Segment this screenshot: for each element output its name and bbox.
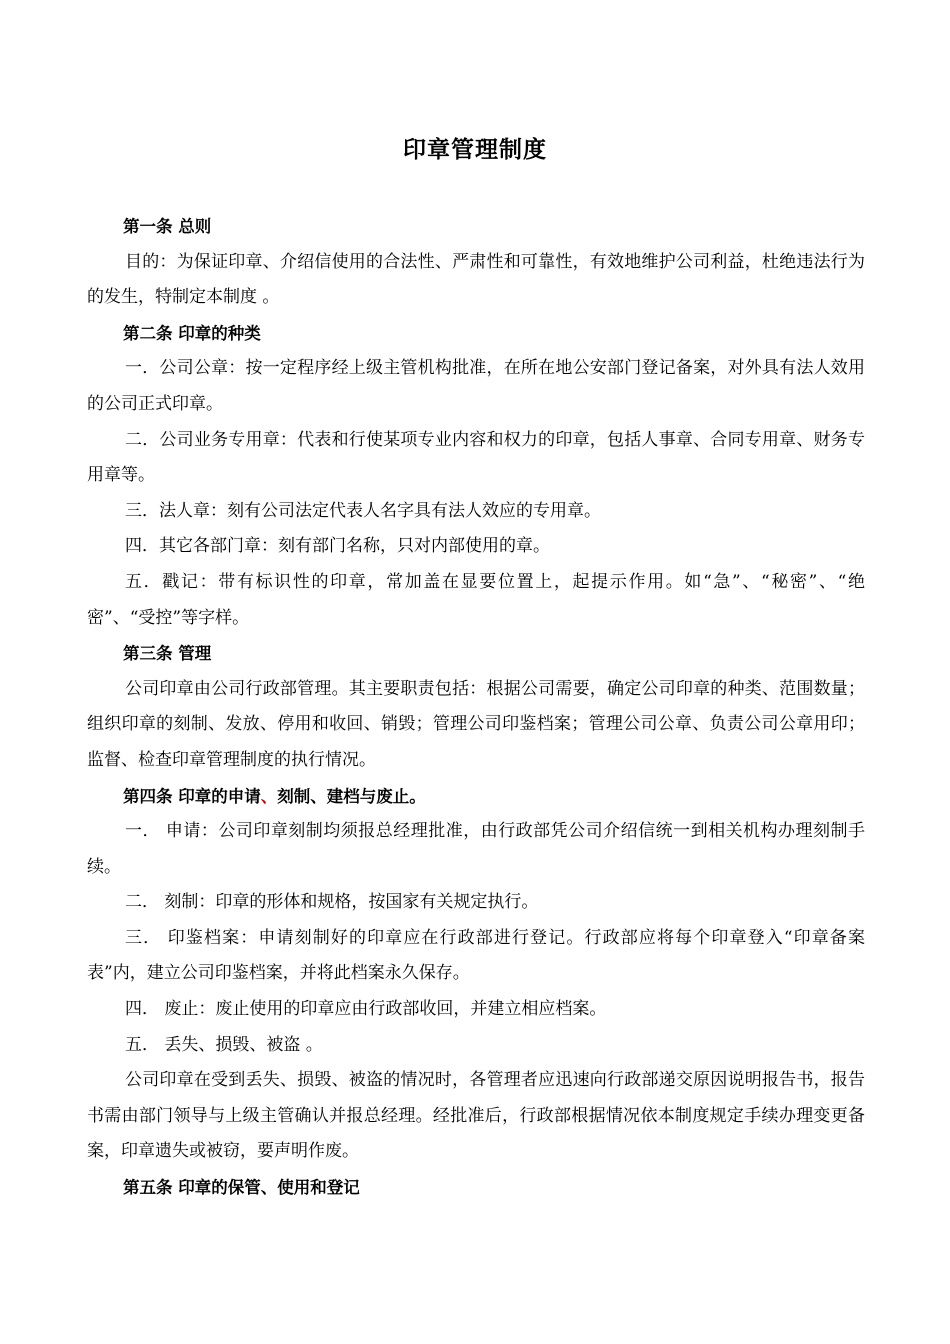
section-2-paragraph-1: 一．公司公章：按一定程序经上级主管机构批准，在所在地公安部门登记备案，对外具有法人效用的公司正式印章。 [87, 358, 865, 414]
section-heading-4-red-comma: 、 [260, 786, 278, 806]
section-4-paragraph-1: 一． 申请：公司印章刻制均须报总经理批准，由行政部凭公司介绍信统一到相关机构办理刻制手续。 [87, 821, 865, 877]
document-title: 印章管理制度 [403, 137, 547, 163]
section-heading-4-part-2: 刻制、建档与废止。 [277, 786, 426, 806]
section-4-paragraph-3: 三． 印鉴档案：申请刻制好的印章应在行政部进行登记。行政部应将每个印章登入“印章备案表”内，建立公司印鉴档案，并将此档案永久保存。 [87, 927, 865, 984]
section-2-paragraph-2: 二．公司业务专用章：代表和行使某项专业内容和权力的印章，包括人事章、合同专用章、财务专用章等。 [87, 429, 865, 486]
section-2-paragraph-4: 四．其它各部门章：刻有部门名称，只对内部使用的章。 [125, 536, 550, 557]
section-4-paragraph-2: 二． 刻制：印章的形体和规格，按国家有关规定执行。 [125, 892, 539, 913]
section-heading-2: 第二条 印章的种类 [123, 323, 261, 343]
section-heading-4 [87, 779, 865, 815]
section-heading-1: 第一条 总则 [123, 217, 212, 236]
section-2-paragraph-5: 五．戳记：带有标识性的印章，常加盖在显要位置上，起提示作用。如“急”、“秘密”、“绝密”、“受控”等字样。 [87, 571, 865, 628]
section-4-paragraph-5: 五． 丢失、损毁、被盗 。 [125, 1034, 323, 1055]
section-2-paragraph-3: 三．法人章：刻有公司法定代表人名字具有法人效应的专用章。 [125, 500, 601, 521]
section-4-paragraph-6: 公司印章在受到丢失、损毁、被盗的情况时，各管理者应迅速向行政部递交原因说明报告书，报告书需由部门领导与上级主管确认并报总经理。经批准后，行政部根据情况依本制度规定手续办理变更备案，印章遗失或被窃，要声明作废。 [87, 1070, 865, 1162]
section-1-paragraph-1: 目的：为保证印章、介绍信使用的合法性、严肃性和可靠性，有效地维护公司利益，杜绝违法行为的发生，特制定本制度 。 [87, 251, 865, 308]
section-3-paragraph-1: 公司印章由公司行政部管理。其主要职责包括：根据公司需要，确定公司印章的种类、范围数量；组织印章的刻制、发放、停用和收回、销毁；管理公司印鉴档案；管理公司公章、负责公司公章用印；监督、检查印章管理制度的执行情况。 [87, 678, 865, 770]
section-heading-5: 第五条 印章的保管、使用和登记 [123, 1178, 360, 1198]
section-4-paragraph-4: 四． 废止：废止使用的印章应由行政部收回，并建立相应档案。 [125, 999, 607, 1020]
section-heading-3: 第三条 管理 [123, 644, 212, 664]
section-heading-4-part-1: 第四条 印章的申请 [123, 786, 261, 806]
document-body [87, 209, 865, 1206]
